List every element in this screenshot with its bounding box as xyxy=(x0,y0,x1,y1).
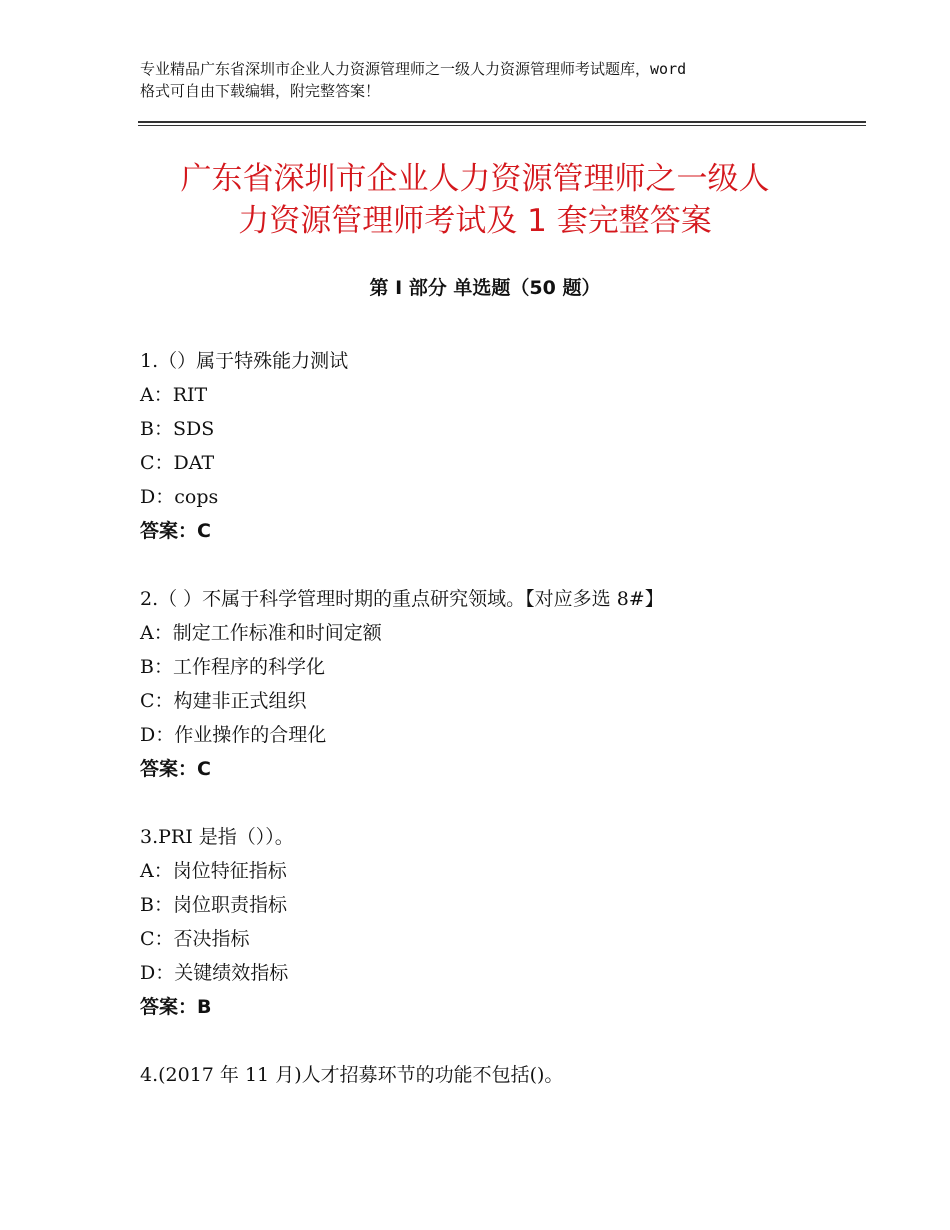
option-a: A：RIT xyxy=(140,384,208,406)
question-3 xyxy=(140,820,840,1024)
question-stem: 2.（ ）不属于科学管理时期的重点研究领域。【对应多选 8#】 xyxy=(140,588,664,610)
option-c: C：否决指标 xyxy=(140,928,250,950)
question-4 xyxy=(140,1058,840,1092)
question-list xyxy=(140,344,840,1126)
section-title: 第 I 部分 单选题（50 题） xyxy=(369,277,601,299)
option-c: C：DAT xyxy=(140,452,215,474)
option-a: A：岗位特征指标 xyxy=(140,860,287,882)
question-2 xyxy=(140,582,840,786)
header-divider xyxy=(138,121,866,123)
document-title-line-2: 力资源管理师考试及 1 套完整答案 xyxy=(238,203,712,239)
option-d: D：cops xyxy=(140,486,219,508)
header-note-line-1: 专业精品广东省深圳市企业人力资源管理师之一级人力资源管理师考试题库，word xyxy=(140,60,687,78)
question-stem: 3.PRI 是指（））。 xyxy=(140,826,294,848)
header-divider-thin xyxy=(138,125,866,126)
header-note-line-2: 格式可自由下载编辑，附完整答案！ xyxy=(140,82,381,100)
answer: 答案：C xyxy=(140,520,211,542)
option-b: B：岗位职责指标 xyxy=(140,894,287,916)
option-b: B：工作程序的科学化 xyxy=(140,656,325,678)
document-title-line-1: 广东省深圳市企业人力资源管理师之一级人 xyxy=(180,161,770,197)
question-stem: 4.(2017 年 11 月)人才招募环节的功能不包括()。 xyxy=(140,1064,564,1086)
option-b: B：SDS xyxy=(140,418,215,440)
option-c: C：构建非正式组织 xyxy=(140,690,307,712)
question-1 xyxy=(140,344,840,548)
answer: 答案：B xyxy=(140,996,212,1018)
question-stem: 1.（）属于特殊能力测试 xyxy=(140,350,349,372)
document-title xyxy=(120,158,830,242)
option-a: A：制定工作标准和时间定额 xyxy=(140,622,382,644)
answer: 答案：C xyxy=(140,758,211,780)
option-d: D：关键绩效指标 xyxy=(140,962,289,984)
header-note xyxy=(140,58,830,102)
option-d: D：作业操作的合理化 xyxy=(140,724,327,746)
